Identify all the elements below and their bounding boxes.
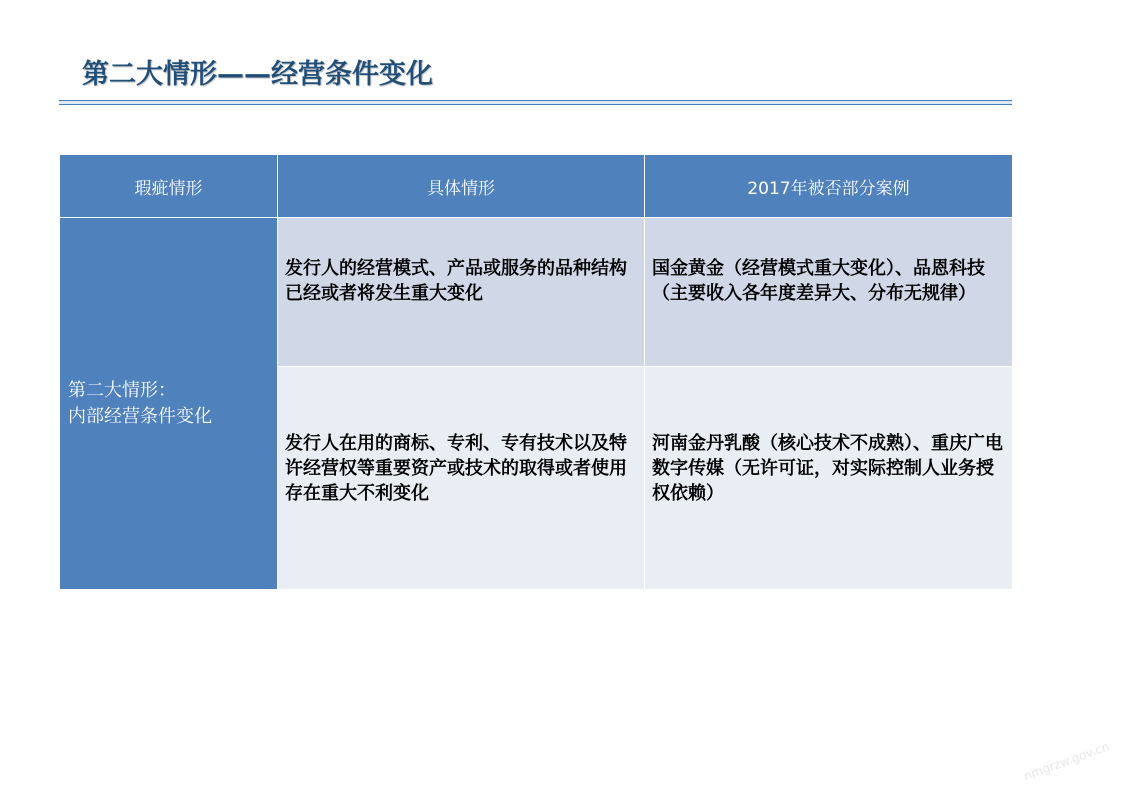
situation-cell — [278, 218, 645, 367]
category-label-line2: 内部经营条件变化 — [68, 405, 212, 427]
cases-cell — [645, 218, 1013, 367]
column-header-situation: 具体情形 — [278, 155, 645, 218]
column-header-defect: 瑕疵情形 — [60, 155, 278, 218]
cases-text: 河南金丹乳酸（核心技术不成熟）、重庆广电数字传媒（无许可证，对实际控制人业务授权依赖） — [652, 433, 1003, 504]
watermark: nmgrzw.gov.cn — [1022, 739, 1112, 784]
cases-cell — [645, 367, 1013, 590]
category-label-line1: 第二大情形： — [68, 379, 176, 401]
table-row — [60, 218, 1013, 367]
column-header-cases: 2017年被否部分案例 — [645, 155, 1013, 218]
situation-text: 发行人在用的商标、专利、专有技术以及特许经营权等重要资产或技术的取得或者使用存在重大不利变化 — [285, 433, 627, 504]
category-cell — [60, 218, 278, 590]
cases-text: 国金黄金（经营模式重大变化）、品恩科技（主要收入各年度差异大、分布无规律） — [652, 258, 985, 304]
title-divider — [59, 100, 1012, 105]
table-header-row — [60, 155, 1013, 218]
situation-cell — [278, 367, 645, 590]
page-title: 第二大情形——经营条件变化 — [82, 59, 433, 90]
situation-text: 发行人的经营模式、产品或服务的品种结构已经或者将发生重大变化 — [285, 258, 627, 304]
case-table — [59, 154, 1013, 590]
